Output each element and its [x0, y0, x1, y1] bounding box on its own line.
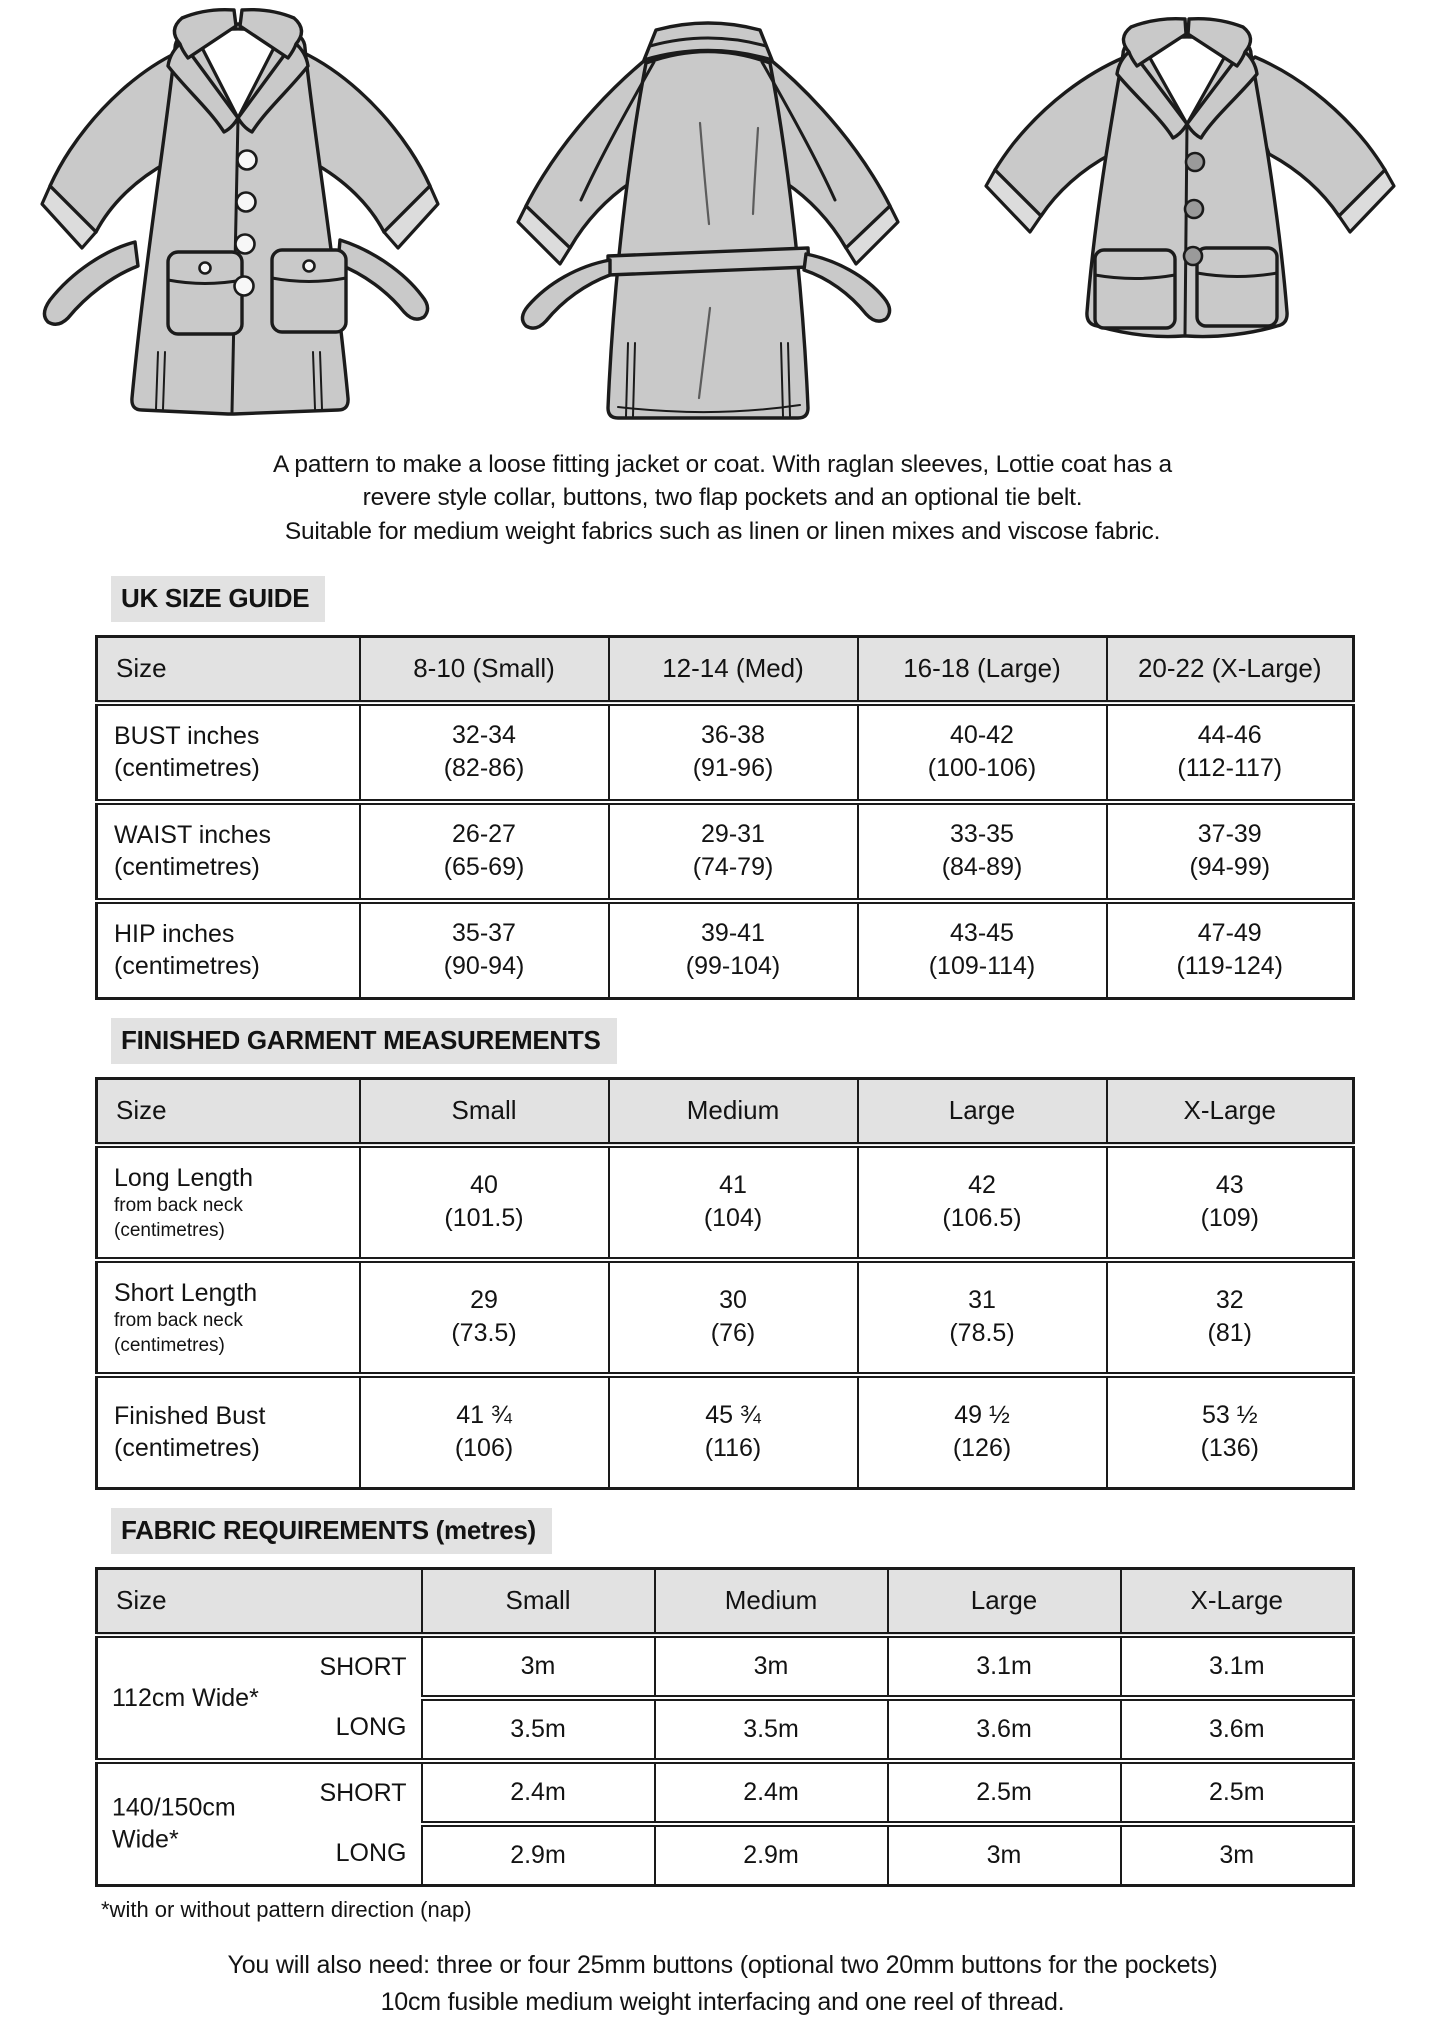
coat-back-illustration — [478, 8, 938, 428]
fabric-requirements-table — [95, 1567, 1355, 1887]
table-cell: 3.5m — [422, 1698, 655, 1761]
table-cell: 53 ½ (136) — [1107, 1375, 1354, 1489]
column-header: 16-18 (Large) — [858, 636, 1107, 703]
column-header: Size — [97, 1568, 422, 1635]
fabric-width-cell: 112cm Wide* SHORT LONG — [97, 1635, 422, 1761]
column-header: 8-10 (Small) — [360, 636, 609, 703]
table-cell: 36-38 (91-96) — [609, 703, 858, 802]
coat-front-illustration — [10, 0, 470, 432]
table-header-row — [97, 1568, 1354, 1635]
table-cell: 2.4m — [422, 1761, 655, 1824]
column-header: X-Large — [1107, 1078, 1354, 1145]
pattern-description — [0, 448, 1445, 548]
row-label-cell: Long Length from back neck (centimetres) — [97, 1145, 360, 1260]
table-cell: 26-27 (65-69) — [360, 802, 609, 901]
table-cell: 2.9m — [655, 1824, 888, 1886]
description-line: A pattern to make a loose fitting jacket or coat. With raglan sleeves, Lottie coat has a — [273, 451, 1172, 478]
table-cell: 47-49 (119-124) — [1107, 901, 1354, 999]
table-cell: 3m — [1121, 1824, 1354, 1886]
notions-line: 10cm fusible medium weight interfacing and one reel of thread. — [380, 1988, 1065, 2017]
table-cell: 29 (73.5) — [360, 1260, 609, 1375]
table-cell: 2.5m — [1121, 1761, 1354, 1824]
column-header: Small — [360, 1078, 609, 1145]
fabric-width-cell: 140/150cm Wide* SHORT LONG — [97, 1761, 422, 1886]
finished-garment-heading: FINISHED GARMENT MEASUREMENTS — [111, 1018, 617, 1064]
column-header: Small — [422, 1568, 655, 1635]
table-cell: 2.5m — [888, 1761, 1121, 1824]
table-cell: 41 (104) — [609, 1145, 858, 1260]
uk-size-guide-table — [95, 635, 1355, 1000]
table-cell: 2.9m — [422, 1824, 655, 1886]
table-cell: 3m — [422, 1635, 655, 1698]
table-cell: 35-37 (90-94) — [360, 901, 609, 999]
column-header: Size — [97, 1078, 360, 1145]
table-cell: 3.6m — [1121, 1698, 1354, 1761]
row-label-cell: BUST inches (centimetres) — [97, 703, 360, 802]
notions-line: You will also need: three or four 25mm buttons (optional two 20mm buttons for the pockets) — [227, 1950, 1218, 1979]
table-cell: 45 ¾ (116) — [609, 1375, 858, 1489]
row-label-cell: Finished Bust (centimetres) — [97, 1375, 360, 1489]
notions-note — [0, 1947, 1445, 2022]
table-row — [97, 703, 1354, 802]
column-header: X-Large — [1121, 1568, 1354, 1635]
description-line: revere style collar, buttons, two flap pockets and an optional tie belt. — [362, 484, 1083, 512]
table-cell: 3.5m — [655, 1698, 888, 1761]
illustrations-row — [0, 0, 1445, 442]
fabric-footnote: *with or without pattern direction (nap) — [101, 1896, 472, 1922]
table-cell: 3.1m — [1121, 1635, 1354, 1698]
row-label-cell: Short Length from back neck (centimetres) — [97, 1260, 360, 1375]
finished-garment-table — [95, 1077, 1355, 1490]
table-row — [97, 1761, 1354, 1824]
table-row — [97, 1375, 1354, 1489]
table-cell: 40 (101.5) — [360, 1145, 609, 1260]
table-cell: 37-39 (94-99) — [1107, 802, 1354, 901]
length-label: LONG — [335, 1713, 407, 1742]
table-cell: 32 (81) — [1107, 1260, 1354, 1375]
table-header-row — [97, 1078, 1354, 1145]
length-label: SHORT — [319, 1653, 407, 1682]
table-cell: 39-41 (99-104) — [609, 901, 858, 999]
table-row — [97, 1260, 1354, 1375]
table-cell: 33-35 (84-89) — [858, 802, 1107, 901]
table-row — [97, 1145, 1354, 1260]
table-cell: 31 (78.5) — [858, 1260, 1107, 1375]
length-label: SHORT — [319, 1779, 407, 1808]
column-header: Medium — [655, 1568, 888, 1635]
table-cell: 42 (106.5) — [858, 1145, 1107, 1260]
table-row — [97, 901, 1354, 999]
column-header: Large — [888, 1568, 1121, 1635]
column-header: 12-14 (Med) — [609, 636, 858, 703]
table-cell: 43 (109) — [1107, 1145, 1354, 1260]
table-cell: 41 ¾ (106) — [360, 1375, 609, 1489]
uk-size-guide-heading: UK SIZE GUIDE — [111, 576, 325, 622]
table-cell: 3.1m — [888, 1635, 1121, 1698]
table-row — [97, 802, 1354, 901]
table-cell: 30 (76) — [609, 1260, 858, 1375]
fabric-requirements-heading: FABRIC REQUIREMENTS (metres) — [111, 1508, 552, 1554]
table-cell: 3m — [655, 1635, 888, 1698]
row-label-cell: HIP inches (centimetres) — [97, 901, 360, 999]
table-cell: 3m — [888, 1824, 1121, 1886]
table-cell: 49 ½ (126) — [858, 1375, 1107, 1489]
row-label-cell: WAIST inches (centimetres) — [97, 802, 360, 901]
jacket-front-illustration — [945, 12, 1425, 352]
table-header-row — [97, 636, 1354, 703]
table-cell: 3.6m — [888, 1698, 1121, 1761]
table-cell: 29-31 (74-79) — [609, 802, 858, 901]
length-label: LONG — [335, 1839, 407, 1868]
table-cell: 43-45 (109-114) — [858, 901, 1107, 999]
column-header: Large — [858, 1078, 1107, 1145]
content-column — [95, 548, 1352, 1923]
table-cell: 2.4m — [655, 1761, 888, 1824]
column-header: Medium — [609, 1078, 858, 1145]
column-header: Size — [97, 636, 360, 703]
column-header: 20-22 (X-Large) — [1107, 636, 1354, 703]
table-row — [97, 1635, 1354, 1698]
table-cell: 40-42 (100-106) — [858, 703, 1107, 802]
table-cell: 32-34 (82-86) — [360, 703, 609, 802]
description-line: Suitable for medium weight fabrics such as linen or linen mixes and viscose fabric. — [284, 517, 1161, 545]
table-cell: 44-46 (112-117) — [1107, 703, 1354, 802]
